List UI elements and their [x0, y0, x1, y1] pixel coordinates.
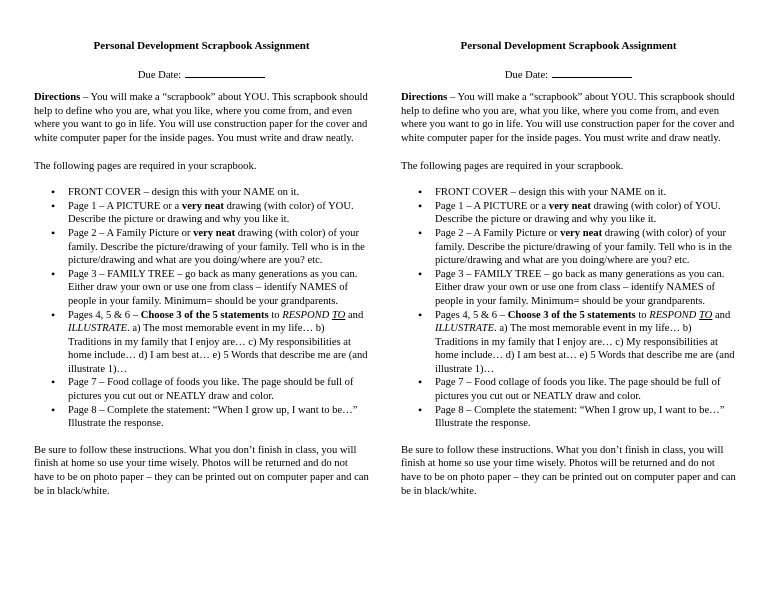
- due-date: [401, 67, 736, 83]
- list-item-page-7: • Page 7 – Food collage of foods you like. The page should be full of pictures you cut out or NEATLY draw and color.: [68, 376, 369, 403]
- item-emphasis: very neat: [560, 227, 603, 239]
- item-emphasis: Choose 3 of the 5 statements: [507, 309, 636, 321]
- required-pages-list: [34, 186, 369, 431]
- assignment-title: Personal Development Scrapbook Assignment: [460, 40, 677, 52]
- item-italic-underline: TO: [698, 309, 713, 321]
- list-item-page-1: [435, 200, 736, 227]
- list-item-pages-4-6: [435, 309, 736, 377]
- list-item-page-8: • Page 8 – Complete the statement: “When I grow up, I want to be…” Illustrate the response.: [68, 404, 369, 431]
- item-text: and: [345, 309, 364, 321]
- directions-label: Directions: [401, 92, 448, 104]
- item-italic: RESPOND: [282, 309, 330, 321]
- item-text: Page 2 – A Family Picture or: [435, 227, 561, 239]
- due-date-label: Due Date:: [137, 69, 182, 81]
- due-date-label: Due Date:: [504, 69, 549, 81]
- closing-paragraph: Be sure to follow these instructions. What you don’t finish in class, you will finish at home so use your time wisely. Photos will be returned and do not have to be on photo paper – they can be printed out on computer paper and can be in black/white.: [34, 444, 369, 497]
- list-item-page-3: • Page 3 – FAMILY TREE – go back as many generations as you can. Either draw your own or use one from class – identify NAMES of people in your family. Minimum= should be your grandparents.: [68, 268, 369, 309]
- list-item-page-7: • Page 7 – Food collage of foods you like. The page should be full of pictures you cut out or NEATLY draw and color.: [435, 376, 736, 403]
- item-italic: ILLUSTRATE: [68, 323, 128, 335]
- directions-paragraph: [34, 91, 369, 145]
- item-text: and: [712, 309, 731, 321]
- list-item-pages-4-6: [68, 309, 369, 377]
- item-emphasis: very neat: [193, 227, 236, 239]
- item-text: Page 1 – A PICTURE or a: [68, 200, 182, 212]
- handout-right: [401, 40, 736, 498]
- item-text: drawing (with color) of your family. Describe the picture/drawing of your family. Tell who is in the picture/drawing and what are you doing/where are you? etc.: [435, 227, 732, 267]
- list-item-page-8: • Page 8 – Complete the statement: “When I grow up, I want to be…” Illustrate the response.: [435, 404, 736, 431]
- list-item-page-2: [435, 227, 736, 268]
- due-date-blank: [552, 67, 632, 78]
- item-text: to: [635, 309, 650, 321]
- required-pages-list: [401, 186, 736, 431]
- item-text: drawing (with color) of YOU. Describe the picture or drawing and why you like it.: [435, 200, 721, 226]
- item-text: to: [268, 309, 283, 321]
- item-emphasis: very neat: [181, 200, 224, 212]
- pages-intro: The following pages are required in your scrapbook.: [401, 160, 624, 172]
- directions-paragraph: [401, 91, 736, 145]
- item-text: Page 2 – A Family Picture or: [68, 227, 194, 239]
- list-item-page-3: • Page 3 – FAMILY TREE – go back as many generations as you can. Either draw your own or use one from class – identify NAMES of people in your family. Minimum= should be your grandparents.: [435, 268, 736, 309]
- due-date: [34, 67, 369, 83]
- item-text: Page 1 – A PICTURE or a: [435, 200, 549, 212]
- item-italic-underline: TO: [331, 309, 346, 321]
- directions-label: Directions: [34, 92, 81, 104]
- list-item-page-1: [68, 200, 369, 227]
- item-italic: ILLUSTRATE: [435, 323, 495, 335]
- pages-intro: The following pages are required in your scrapbook.: [34, 160, 257, 172]
- assignment-title: Personal Development Scrapbook Assignment: [93, 40, 310, 52]
- item-italic: RESPOND: [649, 309, 697, 321]
- due-date-blank: [185, 67, 265, 78]
- item-text: Pages 4, 5 & 6 –: [435, 309, 508, 321]
- item-text: Pages 4, 5 & 6 –: [68, 309, 141, 321]
- item-emphasis: very neat: [548, 200, 591, 212]
- item-text: . a) The most memorable event in my life… b) Traditions in my family that I enjoy are… c) My responsibilities at home include… d) I am best at… e) 5 Words that describe me are (and illustrate 1)…: [435, 323, 735, 375]
- closing-paragraph: Be sure to follow these instructions. What you don’t finish in class, you will finish at home so use your time wisely. Photos will be returned and do not have to be on photo paper – they can be printed out on computer paper and can be in black/white.: [401, 444, 736, 497]
- list-item-front-cover: • FRONT COVER – design this with your NAME on it.: [68, 186, 369, 200]
- list-item-front-cover: • FRONT COVER – design this with your NAME on it.: [435, 186, 736, 200]
- item-text: drawing (with color) of YOU. Describe the picture or drawing and why you like it.: [68, 200, 354, 226]
- item-text: . a) The most memorable event in my life… b) Traditions in my family that I enjoy are… c) My responsibilities at home include… d) I am best at… e) 5 Words that describe me are (and illustrate 1)…: [68, 323, 368, 375]
- list-item-page-2: [68, 227, 369, 268]
- item-emphasis: Choose 3 of the 5 statements: [140, 309, 269, 321]
- directions-text: – You will make a “scrapbook” about YOU. This scrapbook should help to define who you are, what you like, where you come from, and even where you want to go in life. You will use construction paper for the cover and white computer paper for the inside pages. You must write and draw neatly.: [34, 92, 368, 144]
- handout-left: [34, 40, 369, 498]
- directions-text: – You will make a “scrapbook” about YOU. This scrapbook should help to define who you are, what you like, where you come from, and even where you want to go in life. You will use construction paper for the cover and white computer paper for the inside pages. You must write and draw neatly.: [401, 92, 735, 144]
- item-text: drawing (with color) of your family. Describe the picture/drawing of your family. Tell who is in the picture/drawing and what are you doing/where are you? etc.: [68, 227, 365, 267]
